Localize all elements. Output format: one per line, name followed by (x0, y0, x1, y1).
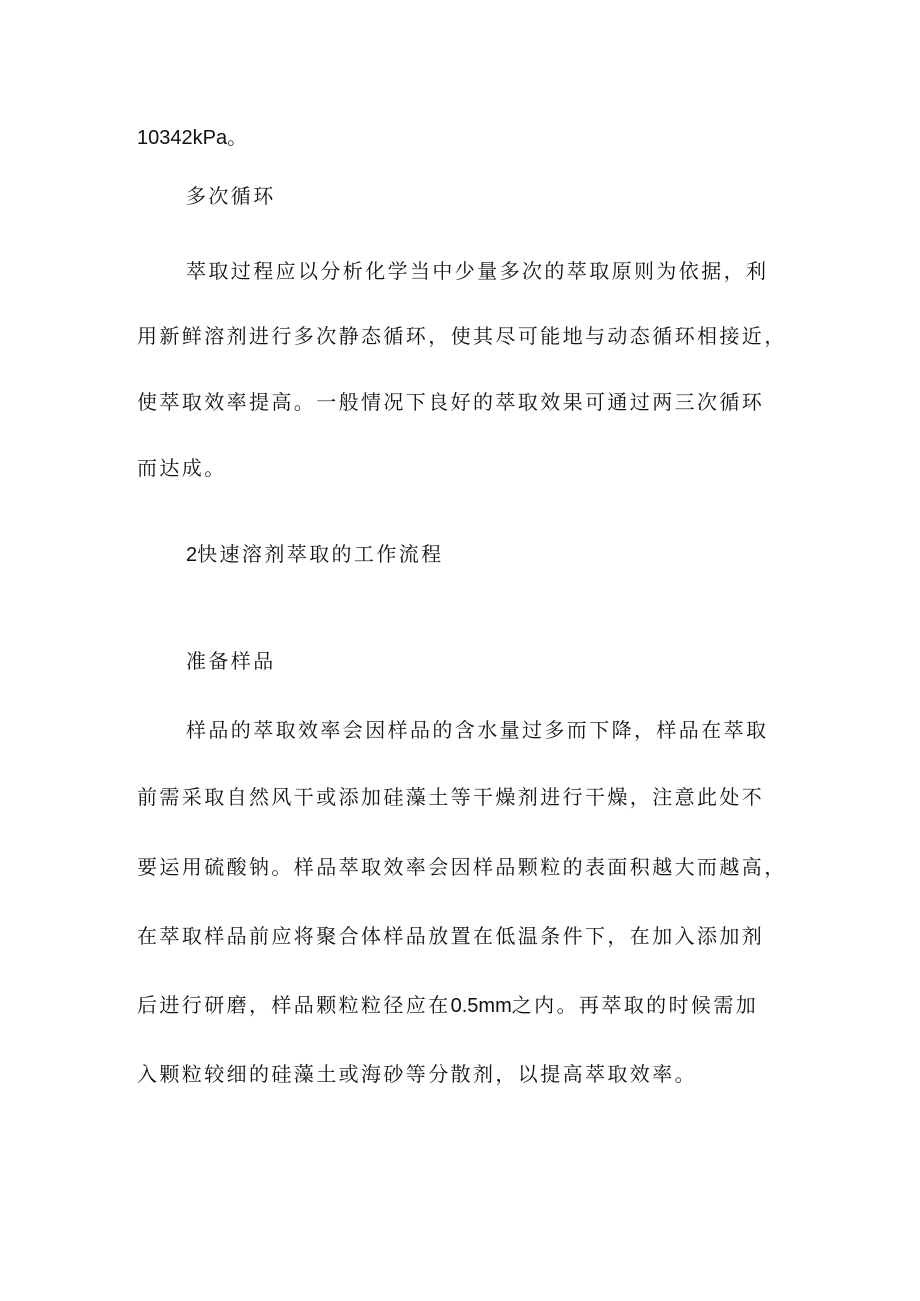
pressure-value: 10342kPa (137, 127, 228, 149)
section-title: 快速溶剂萃取的工作流程 (197, 542, 444, 566)
pressure-value-period: 。 (227, 125, 250, 149)
paragraph-line: 在萃取样品前应将聚合体样品放置在低温条件下，在加入添加剂 (137, 924, 765, 948)
paragraph-line: 样品的萃取效率会因样品的含水量过多而下降，样品在萃取 (186, 718, 769, 742)
line-part: 后进行研磨，样品颗粒粒径应在 (137, 993, 451, 1017)
line-part: 之内。再萃取的时候需加 (511, 993, 759, 1017)
heading-prepare-sample: 准备样品 (186, 649, 276, 673)
paragraph-line: 萃取过程应以分析化学当中少量多次的萃取原则为依据，利 (186, 259, 769, 283)
paragraph-line: 而达成。 (137, 456, 227, 480)
paragraph-line (137, 991, 797, 1020)
particle-size-value: 0.5mm (450, 995, 512, 1017)
paragraph-line: 用新鲜溶剂进行多次静态循环，使其尽可能地与动态循环相接近， (137, 324, 787, 348)
section-heading-workflow (186, 540, 846, 569)
paragraph-line: 要运用硫酸钠。样品萃取效率会因样品颗粒的表面积越大而越高， (137, 855, 787, 879)
paragraph-line: 前需采取自然风干或添加硅藻土等干燥剂进行干燥，注意此处不 (137, 785, 765, 809)
section-number: 2 (186, 544, 198, 566)
paragraph-line: 入颗粒较细的硅藻土或海砂等分散剂，以提高萃取效率。 (137, 1062, 697, 1086)
heading-multiple-cycles: 多次循环 (186, 184, 276, 208)
pressure-value-line (137, 123, 797, 152)
paragraph-line: 使萃取效率提高。一般情况下良好的萃取效果可通过两三次循环 (137, 390, 765, 414)
